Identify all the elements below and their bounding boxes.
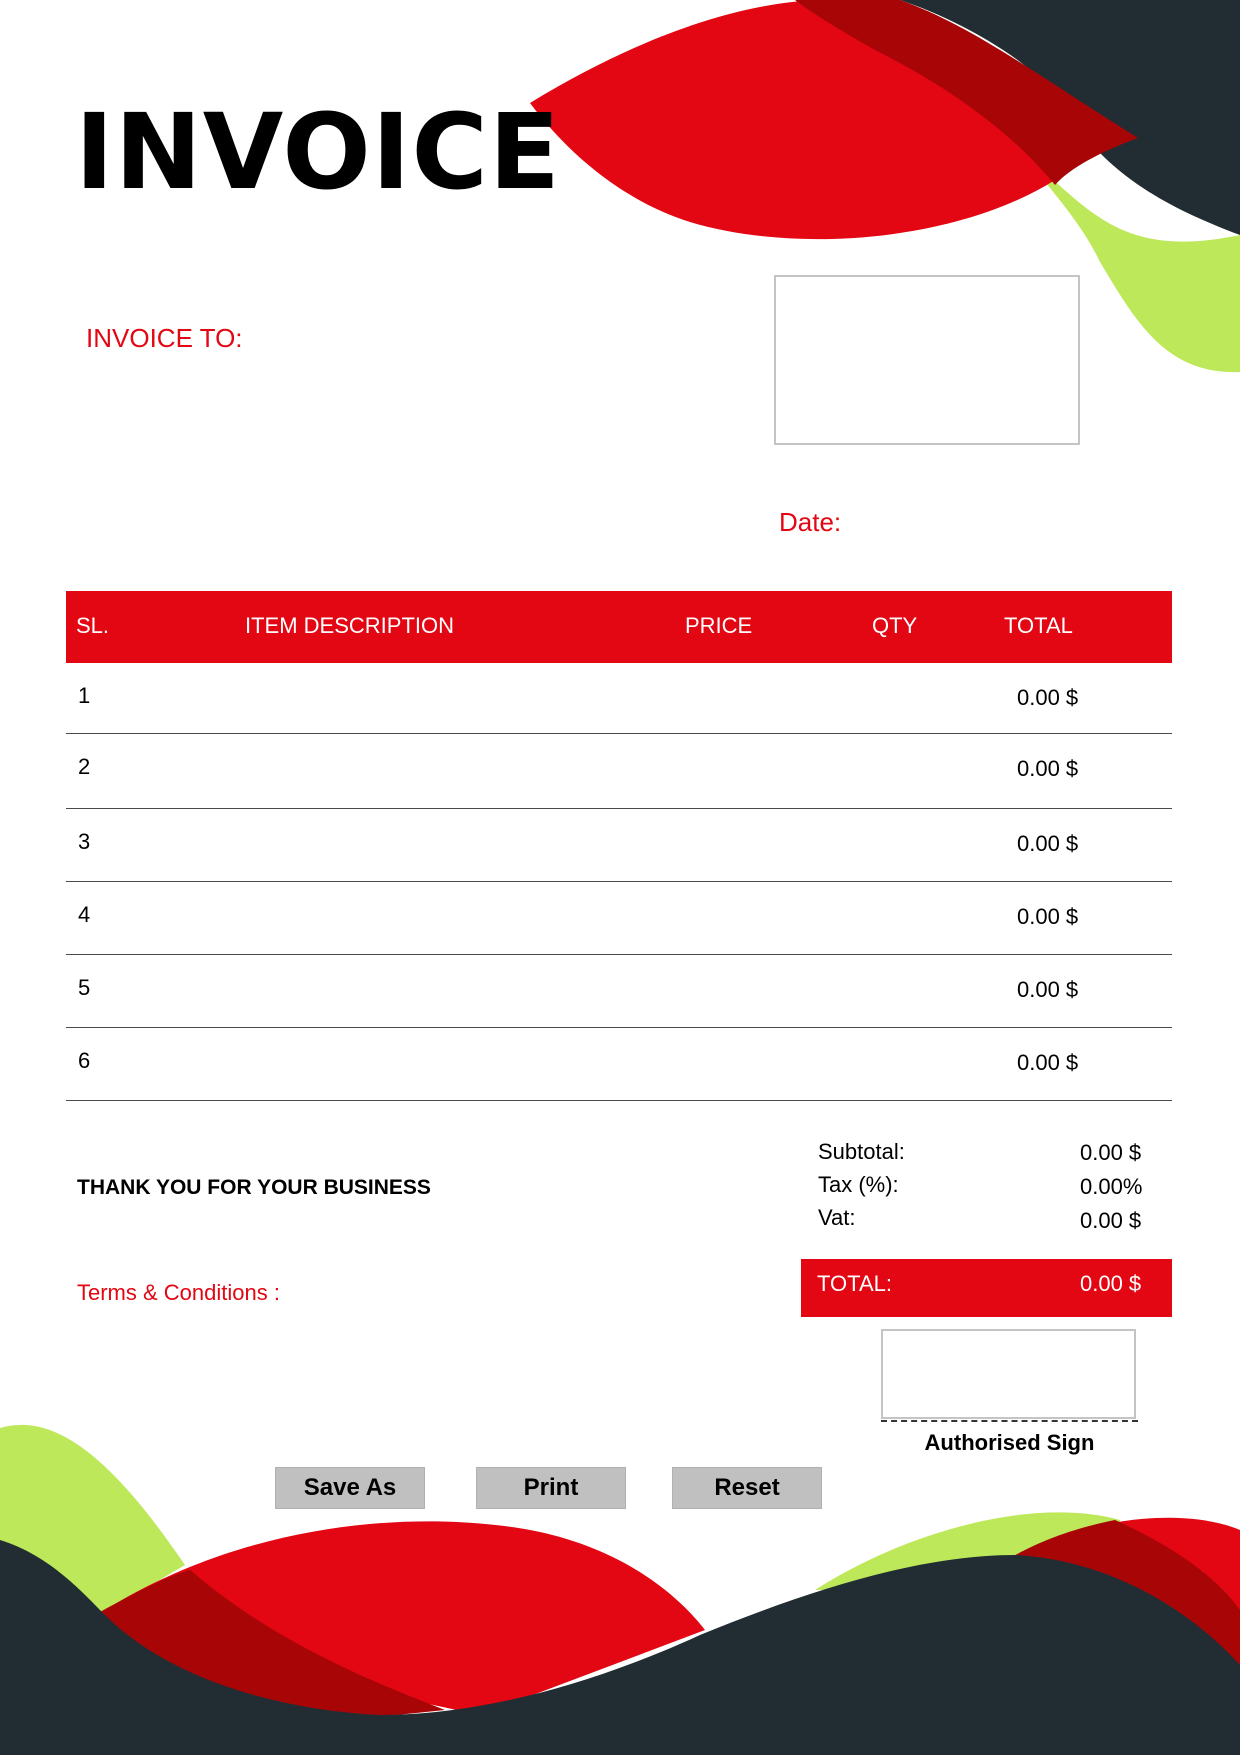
print-button[interactable]: Print	[476, 1467, 626, 1509]
row-total: 0.00 $	[1017, 756, 1079, 781]
col-total: TOTAL	[1004, 613, 1073, 638]
tax-label: Tax (%):	[818, 1172, 899, 1197]
col-price: PRICE	[685, 613, 753, 638]
subtotal-value: 0.00 $	[1080, 1140, 1142, 1165]
total-label: TOTAL:	[817, 1271, 892, 1296]
row-total: 0.00 $	[1017, 1050, 1079, 1075]
tax-value: 0.00%	[1080, 1174, 1143, 1199]
row-sl: 4	[78, 902, 91, 927]
date-label: Date:	[779, 507, 842, 537]
invoice-to-label: INVOICE TO:	[86, 323, 243, 353]
thank-you-message: THANK YOU FOR YOUR BUSINESS	[77, 1176, 431, 1199]
vat-label: Vat:	[818, 1205, 856, 1230]
row-sl: 2	[78, 754, 91, 779]
vat-value: 0.00 $	[1080, 1208, 1142, 1233]
row-total: 0.00 $	[1017, 904, 1079, 929]
save-as-button[interactable]: Save As	[275, 1467, 425, 1509]
reset-button[interactable]: Reset	[672, 1467, 822, 1509]
row-total: 0.00 $	[1017, 685, 1079, 710]
row-total: 0.00 $	[1017, 831, 1079, 856]
col-sl: SL.	[76, 613, 110, 638]
row-sl: 1	[78, 683, 91, 708]
subtotal-label: Subtotal:	[818, 1139, 905, 1164]
col-item-description: ITEM DESCRIPTION	[245, 613, 455, 638]
terms-label: Terms & Conditions :	[77, 1280, 280, 1305]
row-sl: 5	[78, 975, 91, 1000]
invoice-title: INVOICE	[75, 91, 561, 213]
row-sl: 6	[78, 1048, 91, 1073]
signature-label: Authorised Sign	[924, 1430, 1095, 1455]
row-sl: 3	[78, 829, 91, 854]
row-total: 0.00 $	[1017, 977, 1079, 1002]
total-value: 0.00 $	[1080, 1271, 1142, 1296]
col-qty: QTY	[872, 613, 918, 638]
